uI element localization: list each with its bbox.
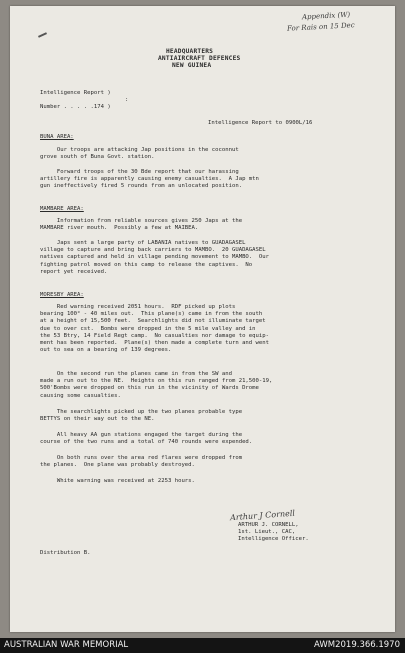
footer-bar (0, 638, 405, 653)
report-title: Intelligence Report to 0900L/16 (208, 120, 313, 126)
moresby-paragraph-3: The searchlights picked up the two planes probable type BETTYS on their way out to the NE. (40, 409, 243, 423)
mambare-paragraph-1: Information from reliable sources gives 250 Japs at the MAMBARE river mouth. Possibly a few at MAIBEA. (40, 218, 243, 232)
signature-role: Intelligence Officer. (238, 536, 309, 542)
signature-handwritten: Arthur J Cornell (229, 508, 296, 523)
buna-heading: BUNA AREA: (40, 134, 74, 140)
document-page (10, 6, 395, 632)
moresby-paragraph-2: On the second run the planes came in from the SW and made a run out to the NE. Heights on this run ranged from 21,500-19, 500'Bombs were dropped on this run in the vicinity of Wards Drome causing some casualties. (40, 371, 273, 399)
report-label: Intelligence Report ) (40, 90, 111, 96)
buna-paragraph-2: Forward troops of the 30 Bde report that our harassing artillery fire is apparently causing enemy casualties. A Jap mtn gun ineffectively fired 5 rounds from an unlocated position. (40, 169, 259, 190)
buna-paragraph-1: Our troops are attacking Jap positions in the coconnut grove south of Buna Govt. station. (40, 147, 239, 161)
handwritten-annotation-1: Appendix (W) (301, 10, 351, 22)
mambare-paragraph-2: Japs sent a large party of LABANIA natives to GUADAGASEL village to capture and bring back carriers to MAMBO. 20 GUADAGASEL natives captured and held in village pending movement to MAMBO. Our fighting patrol moved on this camp to release the captives. No report yet received. (40, 240, 270, 275)
signature-rank: 1st. Lieut., CAC, (238, 529, 296, 535)
distribution-line: Distribution B. (40, 550, 91, 556)
moresby-heading: MORESBY AREA: (40, 292, 84, 298)
header-line-1: HEADQUARTERS (166, 48, 214, 55)
pencil-mark-icon (38, 32, 47, 38)
header-line-2: ANTIAIRCRAFT DEFENCES (158, 55, 241, 62)
moresby-paragraph-6: White warning was received at 2253 hours. (40, 478, 195, 484)
moresby-paragraph-5: On both runs over the area red flares were dropped from the planes. One plane was probably destroyed. (40, 455, 243, 469)
moresby-paragraph-4: All heavy AA gun stations engaged the target during the course of the two runs and a total of 740 rounds were expended. (40, 432, 253, 446)
report-number: Number . . . . .174 ) (40, 104, 111, 110)
signature-name: ARTHUR J. CORNELL, (238, 522, 299, 528)
moresby-paragraph-1: Red warning received 2051 hours. RDF picked up plots bearing 100° - 40 miles out. This plane(s) came in from the south at a height of 15,500 feet. Searchlights did not illuminate target due to over cst. Bombs were dropped in the 5 mile valley and in the 53 Btry, 14 Field Regt camp. No casualties nor damage to equip- ment has been reported. Plane(s) then made a complete turn and went out to sea on a bearing of 139 degrees. (40, 304, 270, 354)
handwritten-annotation-2: For Rais on 15 Dec (286, 21, 355, 33)
header-line-3: NEW GUINEA (172, 62, 212, 69)
report-colon: : (125, 97, 129, 103)
footer-institution: AUSTRALIAN WAR MEMORIAL (4, 640, 129, 650)
mambare-heading: MAMBARE AREA: (40, 206, 84, 212)
footer-accession-number: AWM2019.366.1970 (314, 640, 400, 650)
